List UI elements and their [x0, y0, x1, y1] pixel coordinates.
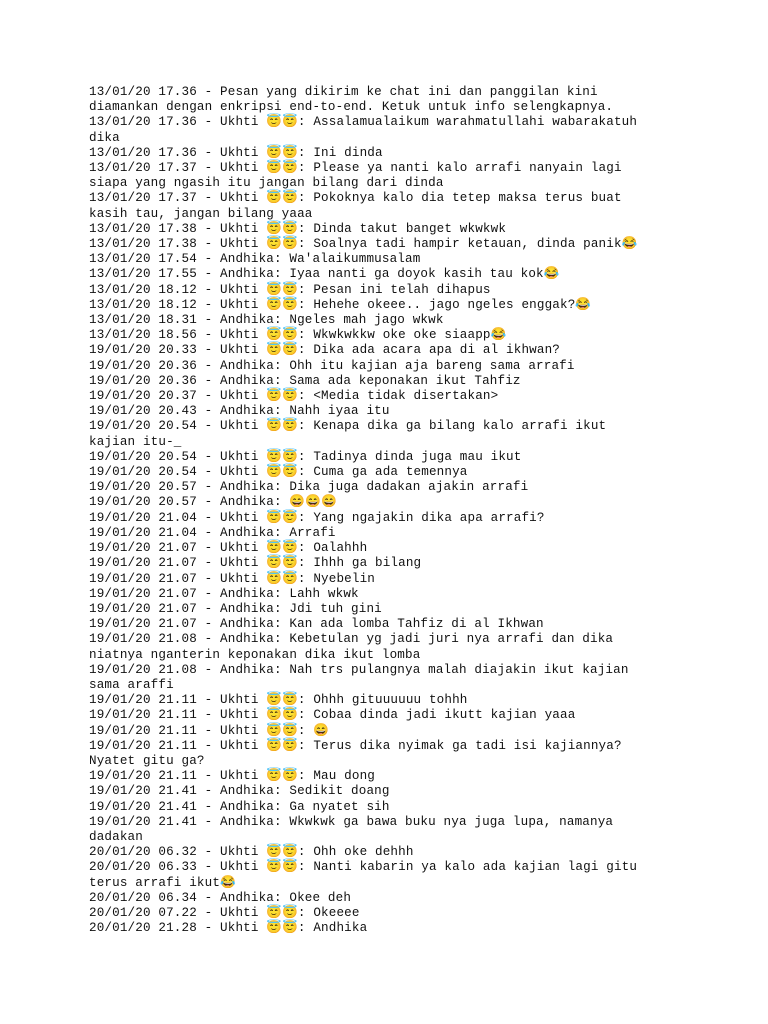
chat-line: 13/01/20 18.31 - Andhika: Ngeles mah jago wkwk: [89, 313, 444, 328]
chat-line: dadakan: [89, 829, 143, 844]
chat-line: 19/01/20 21.04 - Andhika: Arrafi: [89, 525, 336, 540]
chat-line: 19/01/20 20.57 - Andhika: 😄😄😄: [89, 495, 337, 510]
chat-line: 19/01/20 21.07 - Andhika: Lahh wkwk: [89, 586, 359, 601]
chat-line: niatnya nganterin keponakan dika ikut lomba: [89, 647, 421, 662]
chat-line: 19/01/20 21.11 - Ukhti 😇😇: Mau dong: [89, 769, 376, 784]
chat-line: 13/01/20 18.56 - Ukhti 😇😇: Wkwkwkkw oke oke siaapp😂: [89, 328, 507, 343]
chat-line: 19/01/20 20.54 - Ukhti 😇😇: Cuma ga ada temennya: [89, 465, 468, 480]
chat-line: 13/01/20 17.36 - Ukhti 😇😇: Assalamualaikum warahmatullahi wabarakatuh: [89, 115, 638, 130]
chat-line: diamankan dengan enkripsi end-to-end. Ketuk untuk info selengkapnya.: [89, 100, 614, 115]
chat-line: terus arrafi ikut😂: [89, 875, 236, 890]
chat-line: 19/01/20 21.08 - Andhika: Kebetulan yg jadi juri nya arrafi dan dika: [89, 632, 614, 647]
chat-line: 19/01/20 21.04 - Ukhti 😇😇: Yang ngajakin dika apa arrafi?: [89, 510, 545, 525]
chat-export-document: [89, 85, 689, 936]
chat-line: 20/01/20 06.33 - Ukhti 😇😇: Nanti kabarin ya kalo ada kajian lagi gitu: [89, 860, 638, 875]
chat-line: 13/01/20 17.38 - Ukhti 😇😇: Soalnya tadi hampir ketauan, dinda panik😂: [89, 237, 638, 252]
chat-line: 13/01/20 17.37 - Ukhti 😇😇: Please ya nanti kalo arrafi nanyain lagi: [89, 161, 622, 176]
chat-line: 19/01/20 20.43 - Andhika: Nahh iyaa itu: [89, 404, 390, 419]
chat-line: kasih tau, jangan bilang yaaa: [89, 206, 313, 221]
chat-line: sama araffi: [89, 677, 174, 692]
chat-line: 19/01/20 21.41 - Andhika: Ga nyatet sih: [89, 799, 390, 814]
chat-line: 19/01/20 20.54 - Ukhti 😇😇: Tadinya dinda juga mau ikut: [89, 449, 522, 464]
chat-line: 19/01/20 20.36 - Andhika: Sama ada keponakan ikut Tahfiz: [89, 373, 521, 388]
chat-line: 19/01/20 21.41 - Andhika: Sedikit doang: [89, 784, 390, 799]
chat-line: 13/01/20 17.54 - Andhika: Wa'alaikummusalam: [89, 252, 421, 267]
chat-line: 13/01/20 17.36 - Ukhti 😇😇: Ini dinda: [89, 145, 383, 160]
chat-line: 19/01/20 21.11 - Ukhti 😇😇: Ohhh gituuuuuu tohhh: [89, 693, 468, 708]
chat-line: 20/01/20 07.22 - Ukhti 😇😇: Okeeee: [89, 905, 360, 920]
chat-line: 19/01/20 20.33 - Ukhti 😇😇: Dika ada acara apa di al ikhwan?: [89, 343, 560, 358]
chat-line: 19/01/20 21.41 - Andhika: Wkwkwk ga bawa buku nya juga lupa, namanya: [89, 814, 614, 829]
chat-line: 13/01/20 18.12 - Ukhti 😇😇: Hehehe okeee.. jago ngeles enggak?😂: [89, 297, 592, 312]
chat-line: 19/01/20 21.07 - Andhika: Kan ada lomba Tahfiz di al Ikhwan: [89, 617, 544, 632]
chat-line: 19/01/20 21.07 - Ukhti 😇😇: Ihhh ga bilang: [89, 556, 422, 571]
chat-line: siapa yang ngasih itu jangan bilang dari dinda: [89, 176, 444, 191]
chat-line: 19/01/20 21.11 - Ukhti 😇😇: Cobaa dinda jadi ikutt kajian yaaa: [89, 708, 576, 723]
chat-line: 19/01/20 21.08 - Andhika: Nah trs pulangnya malah diajakin ikut kajian: [89, 662, 629, 677]
chat-line: 19/01/20 20.54 - Ukhti 😇😇: Kenapa dika ga bilang kalo arrafi ikut: [89, 419, 607, 434]
chat-line: 19/01/20 21.07 - Andhika: Jdi tuh gini: [89, 601, 382, 616]
chat-line: 20/01/20 21.28 - Ukhti 😇😇: Andhika: [89, 921, 368, 936]
chat-line: 19/01/20 21.11 - Ukhti 😇😇: Terus dika nyimak ga tadi isi kajiannya?: [89, 738, 622, 753]
chat-line: 20/01/20 06.34 - Andhika: Okee deh: [89, 890, 352, 905]
chat-line: 13/01/20 17.55 - Andhika: Iyaa nanti ga doyok kasih tau kok😂: [89, 267, 560, 282]
chat-line: 19/01/20 21.11 - Ukhti 😇😇: 😄: [89, 723, 330, 738]
chat-line: 13/01/20 17.37 - Ukhti 😇😇: Pokoknya kalo dia tetep maksa terus buat: [89, 191, 622, 206]
chat-line: 19/01/20 21.07 - Ukhti 😇😇: Oalahhh: [89, 541, 368, 556]
chat-line: 13/01/20 17.38 - Ukhti 😇😇: Dinda takut banget wkwkwk: [89, 221, 507, 236]
chat-line: 19/01/20 20.37 - Ukhti 😇😇: <Media tidak disertakan>: [89, 389, 499, 404]
chat-line: Nyatet gitu ga?: [89, 753, 205, 768]
chat-line: 13/01/20 17.36 - Pesan yang dikirim ke chat ini dan panggilan kini: [89, 85, 598, 99]
chat-line: 19/01/20 21.07 - Ukhti 😇😇: Nyebelin: [89, 571, 376, 586]
chat-line: 19/01/20 20.36 - Andhika: Ohh itu kajian aja bareng sama arrafi: [89, 358, 575, 373]
chat-line: 20/01/20 06.32 - Ukhti 😇😇: Ohh oke dehhh: [89, 845, 414, 860]
chat-line: 13/01/20 18.12 - Ukhti 😇😇: Pesan ini telah dihapus: [89, 282, 491, 297]
chat-line: kajian itu-_: [89, 434, 182, 449]
chat-line: 19/01/20 20.57 - Andhika: Dika juga dadakan ajakin arrafi: [89, 480, 529, 495]
chat-line: dika: [89, 130, 120, 145]
